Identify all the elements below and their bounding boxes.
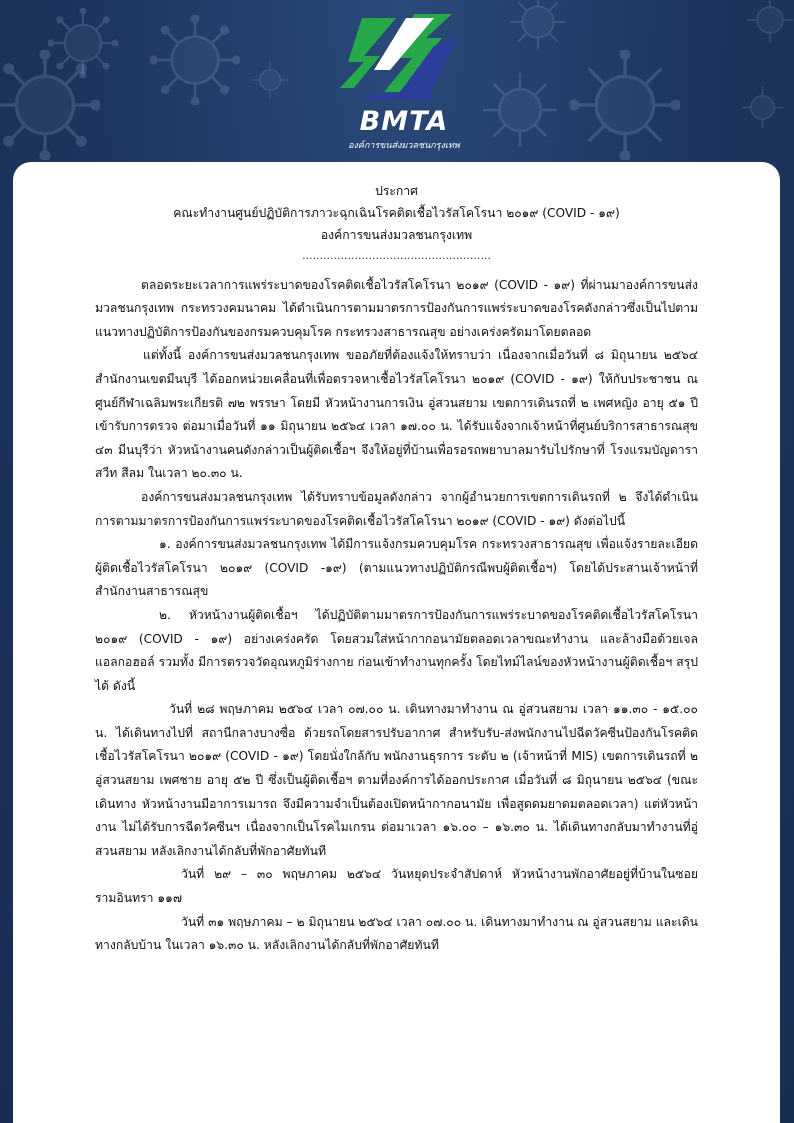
paragraph-response: องค์การขนส่งมวลชนกรุงเทพ ได้รับทราบข้อมูลดังกล่าว จากผู้อำนวยการเขตการเดินรถที่ ๒ จึงได้ดำเนินการตามมาตรการป้องกันการแพร่ระบาดของโรคติดเชื้อไวรัสโคโรนา ๒๐๑๙ (COVID - ๑๙) ดังต่อไปนี้	[95, 489, 698, 528]
logo-text: BMTA	[359, 106, 449, 137]
announcement-organization: องค์การขนส่งมวลชนกรุงเทพ	[320, 228, 473, 242]
paragraph-case-report: แต่ทั้งนี้ องค์การขนส่งมวลชนกรุงเทพ ขออภัยที่ต้องแจ้งให้ทราบว่า เนื่องจากเมื่อวันที่ ๘ มิถุนายน ๒๕๖๔ สำนักงานเขตมีนบุรี ได้ออกหน่วยเคลื่อนที่เพื่อตรวจหาเชื้อไวรัสโคโรนา ๒๐๑๙ (COVID - ๑๙) ให้กับประชาชน ณ ศูนย์กีฬาเฉลิมพระเกียรติ ๗๒ พรรษา โดยมี หัวหน้างานการเงิน อู่สวนสยาม เขตการเดินรถที่ ๒ เพศหญิง อายุ ๕๑ ปี เข้ารับการตรวจ ต่อมาเมื่อวันที่ ๑๑ มิถุนายน ๒๕๖๔ เวลา ๑๗.๐๐ น. ได้รับแจ้งจากเจ้าหน้าที่ศูนย์บริการสาธารณสุข ๔๓ มีนบุรีว่า หัวหน้างานคนดังกล่าวเป็นผู้ติดเชื้อฯ จึงให้อยู่ที่บ้านเพื่อรอรถพยาบาลมารับไปรักษาที่ โรงแรมบัญดารา สวีท สีลม ในเวลา ๒๐.๓๐ น.	[95, 348, 698, 481]
paragraph-intro: ตลอดระยะเวลาการแพร่ระบาดของโรคติดเชื้อไวรัสโคโรนา ๒๐๑๙ (COVID - ๑๙) ที่ผ่านมาองค์การขนส่งมวลชนกรุงเทพ กระทรวงคมนาคม ได้ดำเนินการตามมาตรการป้องกันการแพร่ระบาดของโรคดังกล่าวซึ่งเป็นไปตามแนวทางปฏิบัติการป้องกันของกรมควบคุมโรค กระทรวงสาธารณสุข อย่างเคร่งครัดมาโดยตลอด	[95, 277, 698, 339]
header-divider: ......................................................	[302, 249, 491, 262]
virus-decoration-icon	[250, 60, 290, 100]
announcement-title: ประกาศ	[375, 184, 418, 198]
paragraph-timeline-may-28: วันที่ ๒๘ พฤษภาคม ๒๕๖๔ เวลา ๐๗.๐๐ น. เดินทางมาทำงาน ณ อู่สวนสยาม เวลา ๑๑.๓๐ - ๑๕.๐๐ น. ได้เดินทางไปที่ สถานีกลางบางซื่อ ด้วยรถโดยสารปรับอากาศ สำหรับรับ-ส่งพนักงานไปฉีดวัคซีนป้องกันโรคติดเชื้อไวรัสโคโรนา ๒๐๑๙ (COVID - ๑๙) โดยนั่งใกล้กับ พนักงานธุรการ ระดับ ๒ (เจ้าหน้าที่ MIS) เขตการเดินรถที่ ๒ อู่สวนสยาม เพศชาย อายุ ๕๒ ปี ซึ่งเป็นผู้ติดเชื้อฯ ตามที่องค์การได้ออกประกาศ เมื่อวันที่ ๘ มิถุนายน ๒๕๖๔ (ขณะเดินทาง หัวหน้างานมีอาการเมารถ จึงมีความจำเป็นต้องเปิดหน้ากากอนามัย เพื่อสูดดมยาดมตลอดเวลา) แต่หัวหน้างาน ไม่ได้รับการฉีดวัคซีนฯ เนื่องจากเป็นโรคไมเกรน ต่อมาเวลา ๑๖.๐๐ – ๑๖.๓๐ น. ได้เดินทางกลับมาทำงานที่อู่สวนสยาม หลังเลิกงานได้กลับที่พักอาศัยทันที	[95, 702, 698, 858]
virus-decoration-icon	[745, 0, 794, 45]
announcement-card	[13, 162, 780, 1123]
bmta-logo	[334, 8, 474, 158]
paragraph-timeline-may-29-30: วันที่ ๒๙ – ๓๐ พฤษภาคม ๒๕๖๔ วันหยุดประจำสัปดาห์ หัวหน้างานพักอาศัยอยู่ที่บ้านในซอยรามอินทรา ๑๑๗	[95, 867, 698, 906]
logo-subtitle: องค์การขนส่งมวลชนกรุงเทพ	[348, 141, 460, 151]
bmta-road-icon	[334, 8, 474, 108]
virus-decoration-icon	[0, 50, 100, 160]
paragraph-timeline-may-31-jun-2: วันที่ ๓๑ พฤษภาคม – ๒ มิถุนายน ๒๕๖๔ เวลา ๐๗.๐๐ น. เดินทางมาทำงาน ณ อู่สวนสยาม และเดินทางกลับบ้าน ในเวลา ๑๖.๓๐ น. หลังเลิกงานได้กลับที่พักอาศัยทันที	[95, 914, 698, 953]
virus-decoration-icon	[150, 15, 240, 105]
announcement-committee: คณะทำงานศูนย์ปฏิบัติการภาวะฉุกเฉินโรคติดเชื้อไวรัสโคโรนา ๒๐๑๙ (COVID - ๑๙)	[173, 206, 620, 220]
virus-decoration-icon	[480, 70, 560, 150]
announcement-header	[95, 180, 698, 246]
virus-decoration-icon	[508, 0, 568, 52]
paragraph-measure-1: ๑. องค์การขนส่งมวลชนกรุงเทพ ได้มีการแจ้งกรมควบคุมโรค กระทรวงสาธารณสุข เพื่อแจ้งรายละเอียดผู้ติดเชื้อไวรัสโคโรนา ๒๐๑๙ (COVID -๑๙) (ตามแนวทางปฏิบัติกรณีพบผู้ติดเชื้อฯ) โดยได้ประสานเจ้าหน้าที่สำนักงานสาธารณสุข	[95, 537, 698, 599]
virus-decoration-icon	[740, 85, 785, 130]
paragraph-measure-2: ๒. หัวหน้างานผู้ติดเชื้อฯ ได้ปฏิบัติตามมาตรการป้องกันการแพร่ระบาดของโรคติดเชื้อไวรัสโคโรนา ๒๐๑๙ (COVID - ๑๙) อย่างเคร่งครัด โดยสวมใส่หน้ากากอนามัยตลอดเวลาขณะทำงาน และล้างมือด้วยเจลแอลกอฮอล์ รวมทั้ง มีการตรวจวัดอุณหภูมิร่างกาย ก่อนเข้าทำงานทุกครั้ง โดยไทม์ไลน์ของหัวหน้างานผู้ติดเชื้อฯ สรุปได้ ดังนี้	[95, 607, 698, 693]
virus-decoration-icon	[570, 50, 680, 160]
